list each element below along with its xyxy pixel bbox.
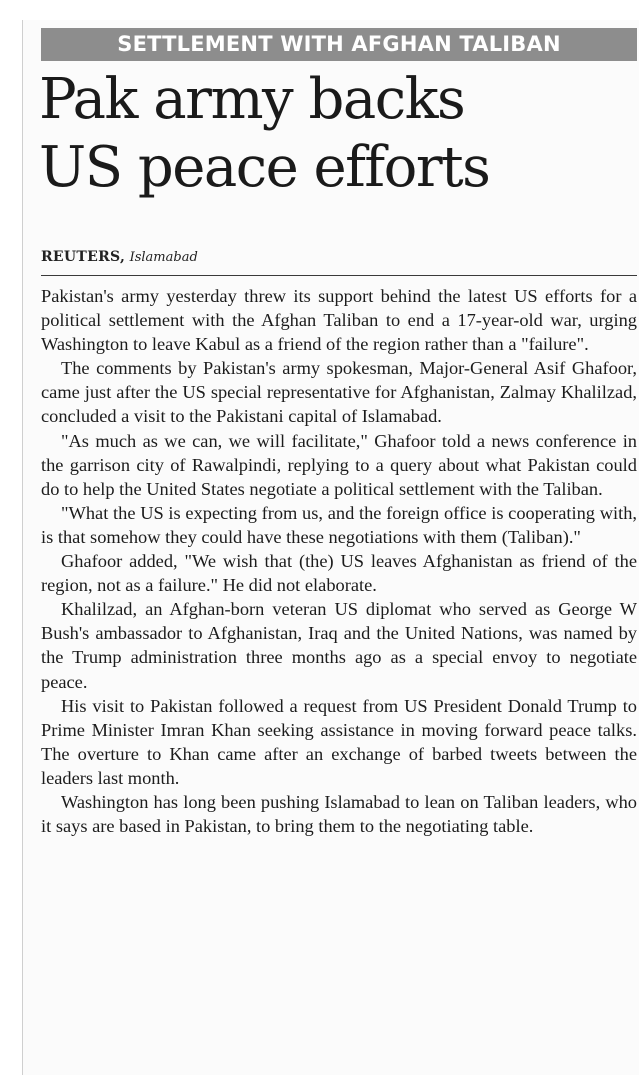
paragraph-3: "As much as we can, we will facilitate," Ghafoor told a news conference in the garrison city of Rawalpindi, replying to a query about what Pakistan could do to help the United States negotiate a political settlement with the Taliban.	[41, 430, 637, 499]
paragraph-6: Khalilzad, an Afghan-born veteran US diplomat who served as George W Bush's ambassador to Afghanistan, Iraq and the United Nations, was named by the Trump administration three months ago as a special envoy to negotiate peace.	[41, 599, 637, 692]
headline-line-2: US peace efforts	[39, 135, 490, 200]
headline	[39, 66, 639, 202]
byline	[41, 246, 637, 270]
paragraph-8: Washington has long been pushing Islamabad to lean on Taliban leaders, who it says are based in Pakistan, to bring them to the negotiating table.	[41, 791, 637, 837]
byline-agency: REUTERS,	[41, 249, 126, 265]
article-body	[41, 284, 637, 838]
paragraph-5: Ghafoor added, "We wish that (the) US leaves Afghanistan as friend of the region, not as a failure." He did not elaborate.	[41, 551, 637, 596]
paragraph-4: "What the US is expecting from us, and the foreign office is cooperating with, is that somehow they could have these negotiations with them (Taliban)."	[41, 502, 637, 547]
headline-line-1: Pak army backs	[39, 67, 465, 132]
paragraph-7: His visit to Pakistan followed a request from US President Donald Trump to Prime Minister Imran Khan seeking assistance in moving forward peace talks. The overture to Khan came after an exchange of barbed tweets between the leaders last month.	[41, 695, 637, 788]
paragraph-1: Pakistan's army yesterday threw its support behind the latest US efforts for a political settlement with the Afghan Taliban to end a 17-year-old war, urging Washington to leave Kabul as a friend of the region rather than a "failure".	[41, 286, 637, 355]
paragraph-2: The comments by Pakistan's army spokesman, Major-General Asif Ghafoor, came just after the US special representative for Afghanistan, Zalmay Khalilzad, concluded a visit to the Pakistani capital of Islamabad.	[41, 358, 637, 427]
news-clipping	[22, 20, 639, 1075]
byline-divider	[41, 275, 637, 276]
section-kicker: SETTLEMENT WITH AFGHAN TALIBAN	[41, 28, 637, 61]
byline-place: Islamabad	[129, 250, 198, 265]
